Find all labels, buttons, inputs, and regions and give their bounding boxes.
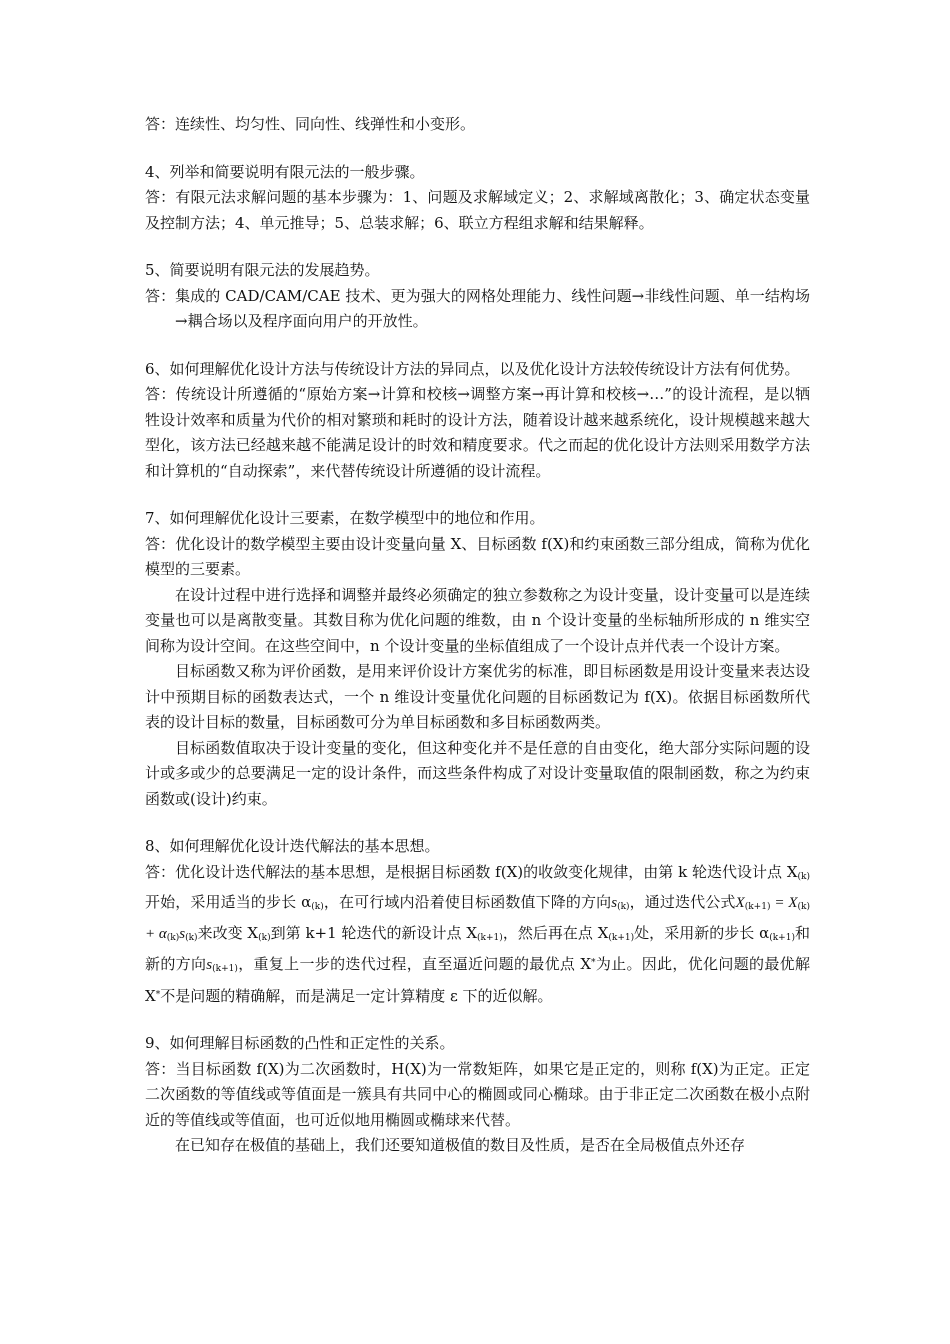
spacer: [145, 1009, 810, 1031]
answer-q6: 答：传统设计所遵循的“原始方案→计算和校核→调整方案→再计算和校核→…”的设计流程，是以牺牲设计效率和质量为代价的相对繁琐和耗时的设计方法，随着设计越来越系统化，设计规模越来越大型化，该方法已经越来越不能满足设计的时效和精度要求。代之而起的优化设计方法则采用数学方法和计算机的“自动探索”，来代替传统设计所遵循的设计流程。: [145, 385, 810, 480]
answer-q3: 答：连续性、均匀性、同向性、线弹性和小变形。: [145, 115, 476, 133]
subscript: (k+1): [744, 902, 771, 912]
answer-text: 答：优化设计迭代解法的基本思想，是根据目标函数 f(X)的收敛变化规律，由第 k 轮迭代设计点 X: [145, 862, 798, 881]
answer-q9-paragraph-1: 在已知存在极值的基础上，我们还要知道极值的数目及性质，是否在全局极值点外还存: [175, 1136, 746, 1154]
subscript: (k): [166, 932, 180, 943]
subscript: (k): [617, 902, 630, 912]
answer-text: 开始，采用适当的步长 α: [145, 893, 312, 911]
answer-q4: 答：有限元法求解问题的基本步骤为：1、问题及求解域定义；2、求解域离散化；3、确定状态变量及控制方法；4、单元推导；5、总装求解；6、联立方程组求解和结果解释。: [145, 188, 810, 232]
question-4: 4、列举和简要说明有限元法的一般步骤。: [145, 162, 425, 181]
superscript: *: [591, 958, 596, 968]
spacer: [145, 484, 810, 506]
answer-text: ，然后再在点 X: [502, 923, 609, 942]
answer-text: 到第 k+1 轮迭代的新设计点 X: [270, 923, 478, 942]
subscript: (k+1): [477, 932, 503, 943]
answer-text: 为止。因此，优化问题的最优解 X: [145, 955, 810, 1005]
answer-q5: 答：集成的 CAD/CAM/CAE 技术、更为强大的网格处理能力、线性问题→非线性问题、单一结构场→耦合场以及程序面向用户的开放性。: [145, 286, 810, 330]
answer-text: 处，采用新的步长 α: [634, 923, 770, 942]
direction-vector: s: [611, 895, 618, 911]
direction-vector: s: [206, 957, 213, 973]
subscript: (k): [185, 932, 198, 943]
subscript: (k): [311, 902, 324, 912]
question-5: 5、简要说明有限元法的发展趋势。: [145, 261, 380, 279]
spacer: [145, 812, 810, 834]
subscript: (k): [797, 871, 810, 882]
spacer: [145, 138, 810, 160]
answer-q7-paragraph-1: 在设计过程中进行选择和调整并最终必须确定的独立参数称之为设计变量，设计变量可以是连续变量也可以是离散变量。其数目称为优化问题的维数，由 n 个设计变量的坐标轴所形成的 n 维实空间称为设计空间。在这些空间中，n 个设计变量的坐标值组成了一个设计点并代表一个设计方案。: [145, 585, 810, 655]
answer-text: 来改变 X: [197, 923, 259, 942]
formula-part: s: [179, 925, 186, 942]
answer-q9: 答：当目标函数 f(X)为二次函数时，H(X)为一常数矩阵，如果它是正定的，则称 f(X)为正定。正定二次函数的等值线或等值面是一簇具有共同中心的椭圆或同心椭球。由于非正定二次函数在极小点附近的等值线或等值面，也可近似地用椭圆或椭球来代替。: [145, 1059, 810, 1129]
answer-q7-paragraph-3: 目标函数值取决于设计变量的变化，但这种变化并不是任意的自由变化，绝大部分实际问题的设计或多或少的总要满足一定的设计条件，而这些条件构成了对设计变量取值的限制函数，称之为约束函数或(设计)约束。: [145, 738, 810, 808]
answer-text: 不是问题的精确解，而是满足一定计算精度 ε 下的近似解。: [160, 986, 553, 1005]
answer-text: ，重复上一步的迭代过程，直至逼近问题的最优点 X: [237, 955, 591, 973]
subscript: (k+1): [212, 964, 238, 974]
answer-text: ，在可行域内沿着使目标函数值下降的方向: [323, 893, 612, 911]
question-7: 7、如何理解优化设计三要素，在数学模型中的地位和作用。: [145, 509, 545, 527]
spacer: [145, 236, 810, 258]
subscript: (k): [258, 932, 271, 943]
answer-q7: 答：优化设计的数学模型主要由设计变量向量 X、目标函数 f(X)和约束函数三部分组成，简称为优化模型的三要素。: [145, 534, 810, 578]
formula-part: X: [735, 895, 745, 911]
spacer: [145, 335, 810, 357]
formula-part: = X: [770, 895, 798, 911]
answer-q7-paragraph-2: 目标函数又称为评价函数，是用来评价设计方案优劣的标准，即目标函数是用设计变量来表达设计中预期目标的函数表达式，一个 n 维设计变量优化问题的目标函数记为 f(X)。依据目标函数所代表的设计目标的数量，目标函数可分为单目标函数和多目标函数两类。: [145, 662, 810, 731]
question-8: 8、如何理解优化设计迭代解法的基本思想。: [145, 837, 440, 855]
superscript: *: [155, 989, 161, 1000]
subscript: (k+1): [608, 932, 635, 943]
document-page: [145, 112, 810, 1159]
question-6: 6、如何理解优化设计方法与传统设计方法的异同点，以及优化设计方法较传统设计方法有何优势。: [145, 359, 800, 378]
question-9: 9、如何理解目标函数的凸性和正定性的关系。: [145, 1034, 455, 1052]
answer-text: 和新的方向: [145, 923, 810, 973]
answer-q8: [145, 860, 810, 1010]
subscript: (k): [797, 902, 810, 912]
subscript: (k+1): [769, 932, 795, 943]
formula-part: + α: [145, 925, 167, 942]
answer-text: ，通过迭代公式: [629, 893, 736, 911]
